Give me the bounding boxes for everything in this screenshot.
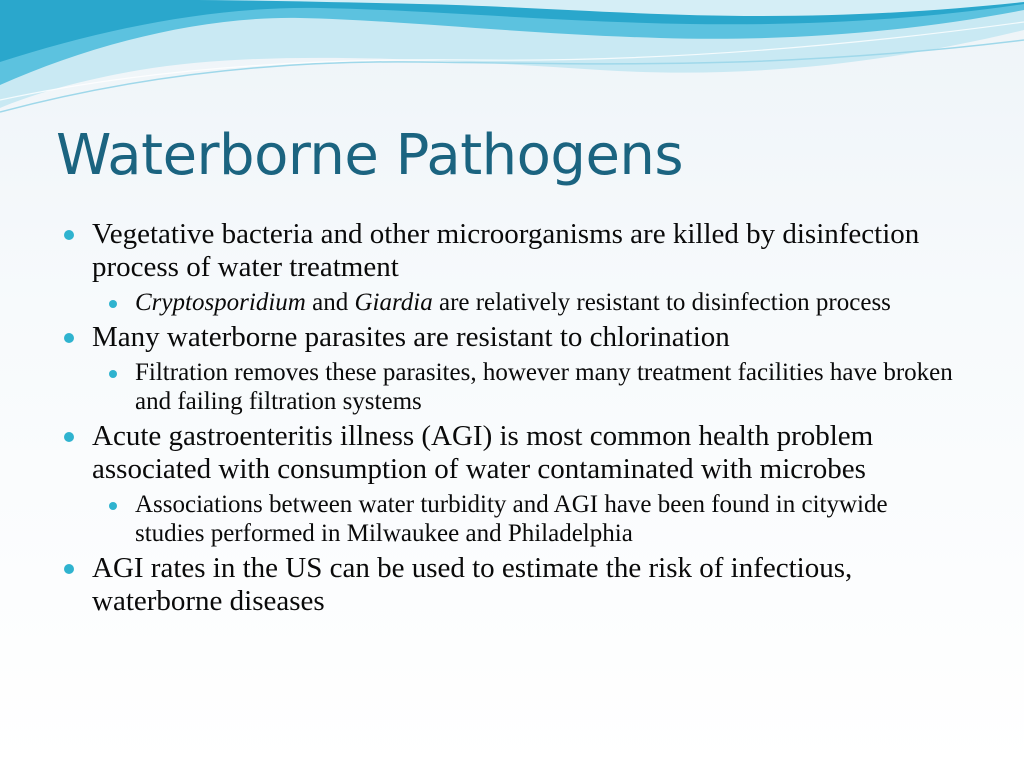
bullet-text: Many waterborne parasites are resistant to chlorination <box>92 321 730 353</box>
slide-title: Waterborne Pathogens <box>56 123 684 188</box>
wave-decoration <box>0 0 1024 130</box>
sub-bullet-text: Filtration removes these parasites, however many treatment facilities have broken and failing filtration systems <box>135 359 953 415</box>
bullet-dot-icon <box>64 230 74 240</box>
bullet-dot-icon <box>64 333 74 343</box>
bullet-text: AGI rates in the US can be used to estimate the risk of infectious, waterborne diseases <box>92 552 853 617</box>
sub-bullet-text: Associations between water turbidity and AGI have been found in citywide studies performed in Milwaukee and Philadelphia <box>135 491 888 547</box>
bullet-item <box>62 321 962 354</box>
organism-name: Giardia <box>354 289 433 316</box>
bullet-text: Acute gastroenteritis illness (AGI) is most common health problem associated with consumption of water contaminated with microbes <box>92 420 874 485</box>
sub-bullet-item <box>62 490 962 548</box>
bullet-item <box>62 218 962 284</box>
sub-bullet-item <box>62 358 962 416</box>
bullet-dot-icon <box>64 432 74 442</box>
bullet-item <box>62 552 962 618</box>
bullet-dot-icon <box>109 370 117 378</box>
bullet-dot-icon <box>109 502 117 510</box>
slide-content <box>62 218 962 620</box>
bullet-text: Vegetative bacteria and other microorganisms are killed by disinfection process of water treatment <box>92 218 920 283</box>
bullet-item <box>62 420 962 486</box>
sub-bullet-text: are relatively resistant to disinfection process <box>432 289 891 316</box>
connector-text: and <box>305 289 355 316</box>
bullet-dot-icon <box>109 300 117 308</box>
sub-bullet-item <box>62 288 962 317</box>
bullet-dot-icon <box>64 564 74 574</box>
organism-name: Cryptosporidium <box>135 289 306 316</box>
